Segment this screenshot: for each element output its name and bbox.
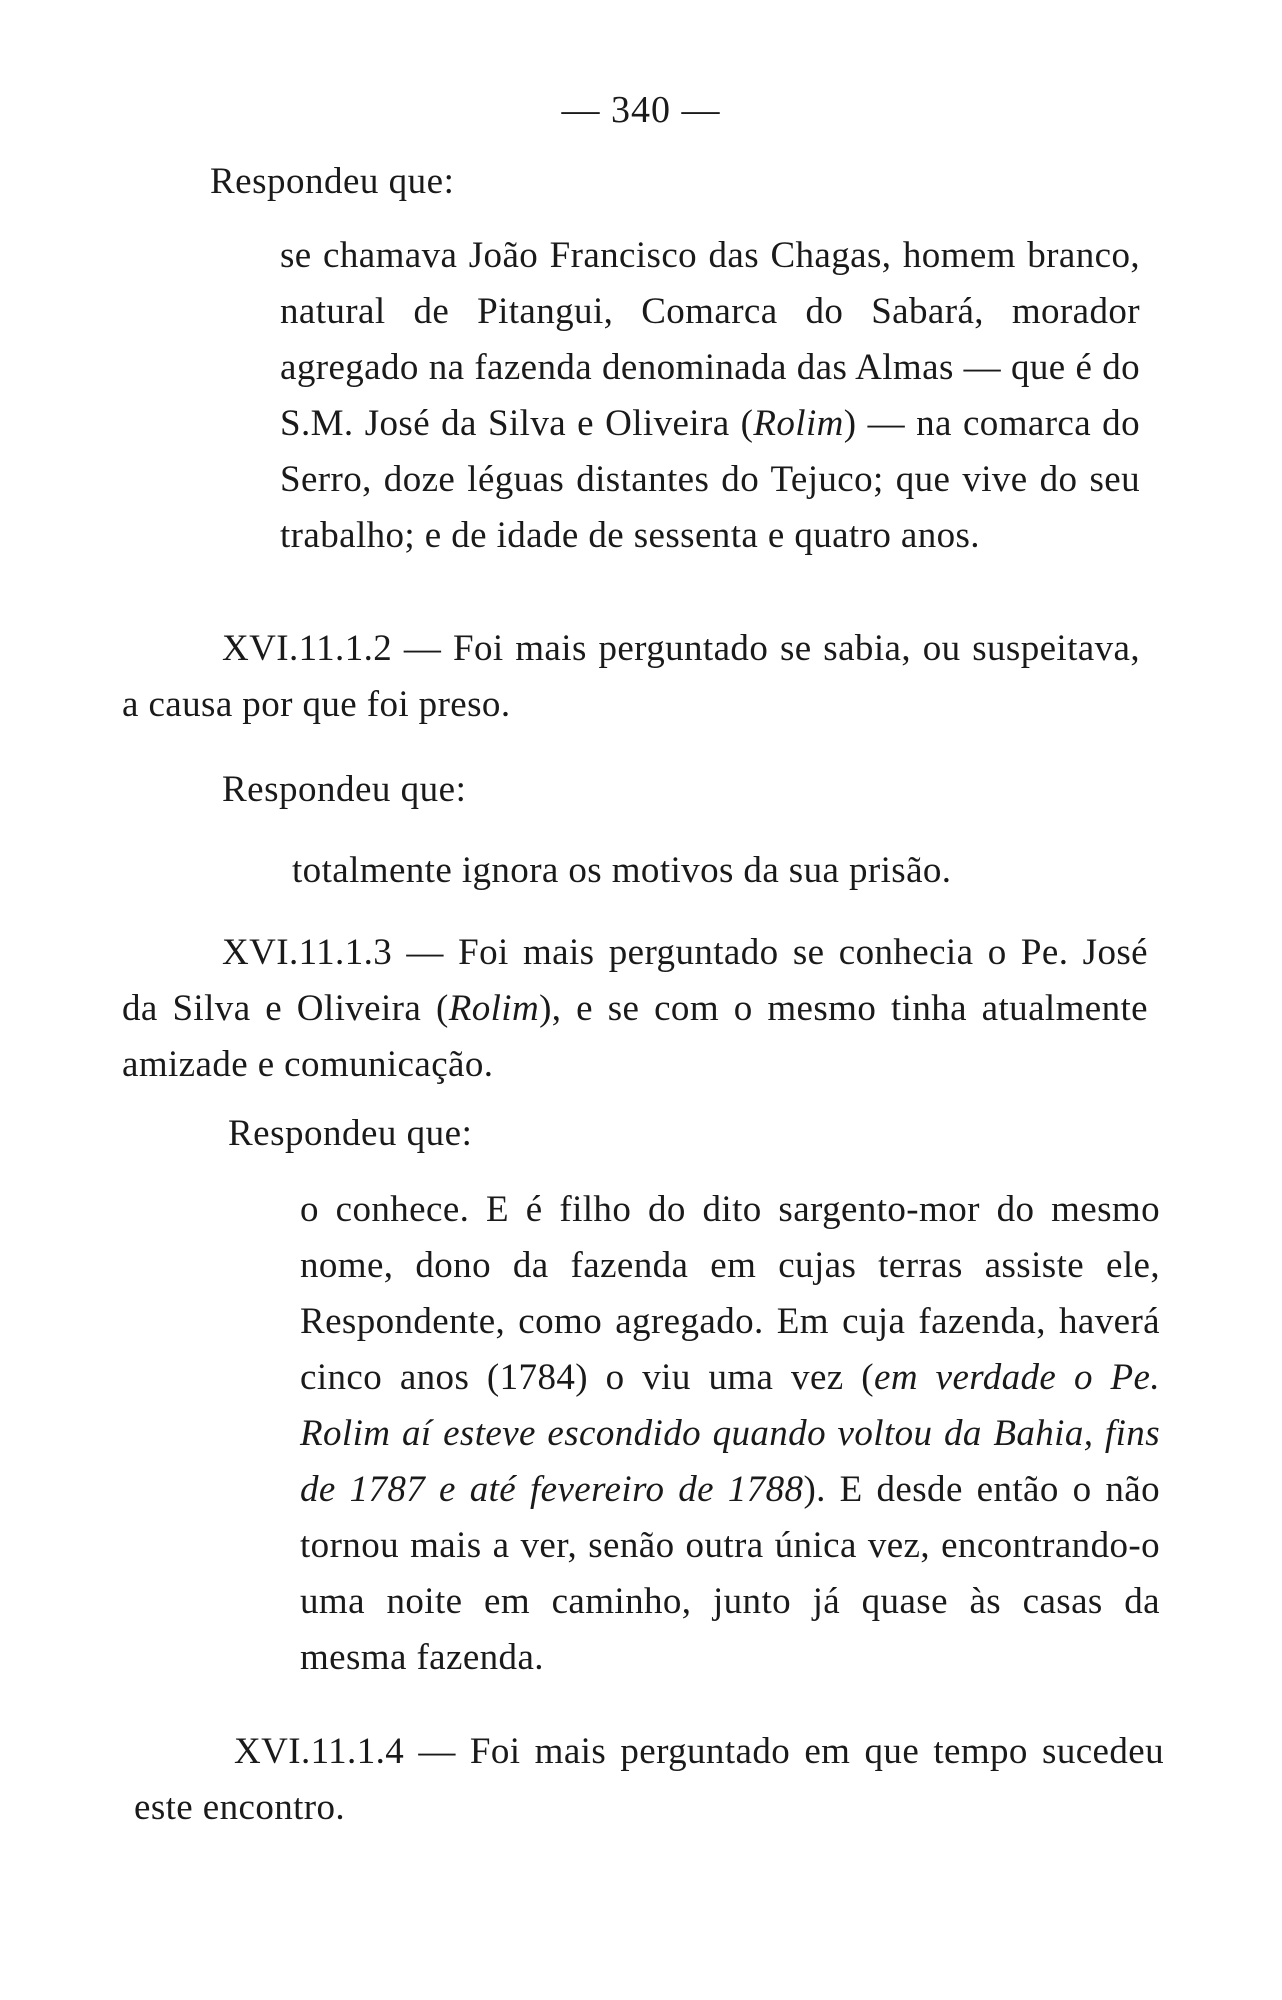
answer-1-italic: Rolim bbox=[753, 403, 844, 444]
question-text-4: XVI.11.1.4 — Foi mais perguntado em que tempo sucedeu este encontro. bbox=[134, 1731, 1164, 1828]
answer-text-1 bbox=[280, 228, 1140, 564]
question-3-part-2: ), e se com o mesmo tinha atualmente amizade e comunicação. bbox=[122, 988, 1148, 1085]
answer-paragraph-3 bbox=[300, 1182, 1160, 1686]
question-paragraph-2 bbox=[122, 621, 1140, 733]
answer-paragraph-2 bbox=[292, 843, 1152, 899]
answer-1-part-1: se chamava João Francisco das Chagas, homem branco, natural de Pitangui, Comarca do Sabará, morador agregado na fazenda denominada das Almas — que é do S.M. José da Silva e Oliveira ( bbox=[280, 235, 1140, 444]
question-3-part-1: XVI.11.1.3 — Foi mais perguntado se conhecia o Pe. José da Silva e Oliveira ( bbox=[122, 932, 1148, 1029]
answer-text-2: totalmente ignora os motivos da sua prisão. bbox=[292, 850, 952, 891]
respondeu-label-2: Respondeu que: bbox=[222, 769, 467, 810]
answer-paragraph-1 bbox=[280, 228, 1140, 564]
answer-3-italic: em verdade o Pe. Rolim aí esteve escondido quando voltou da Bahia, fins de 1787 e até fevereiro de 1788 bbox=[300, 1357, 1161, 1510]
answer-text-3 bbox=[300, 1182, 1160, 1686]
question-paragraph-4 bbox=[134, 1724, 1164, 1836]
answer-1-part-2: ) — na comarca do Serro, doze léguas distantes do Tejuco; que vive do seu trabalho; e de idade de sessenta e quatro anos. bbox=[280, 403, 1140, 556]
answer-3-part-2: ). E desde então o não tornou mais a ver, senão outra única vez, encontrando-o uma noite em caminho, junto já quase às casas da mesma fazenda. bbox=[300, 1469, 1161, 1678]
answer-3-part-1: o conhece. E é filho do dito sargento-mor do mesmo nome, dono da fazenda em cujas terras assiste ele, Respondente, como agregado. Em cuja fazenda, haverá cinco anos (1784) o viu uma vez ( bbox=[300, 1189, 1160, 1398]
page-number: — 340 — bbox=[561, 89, 721, 131]
question-3-italic: Rolim bbox=[448, 988, 540, 1029]
respondeu-label-3: Respondeu que: bbox=[228, 1113, 473, 1154]
question-text-3 bbox=[122, 925, 1148, 1093]
question-paragraph-3 bbox=[122, 925, 1148, 1093]
question-text-2: XVI.11.1.2 — Foi mais perguntado se sabia, ou suspeitava, a causa por que foi preso. bbox=[122, 628, 1140, 725]
respondeu-label-1: Respondeu que: bbox=[210, 161, 455, 202]
